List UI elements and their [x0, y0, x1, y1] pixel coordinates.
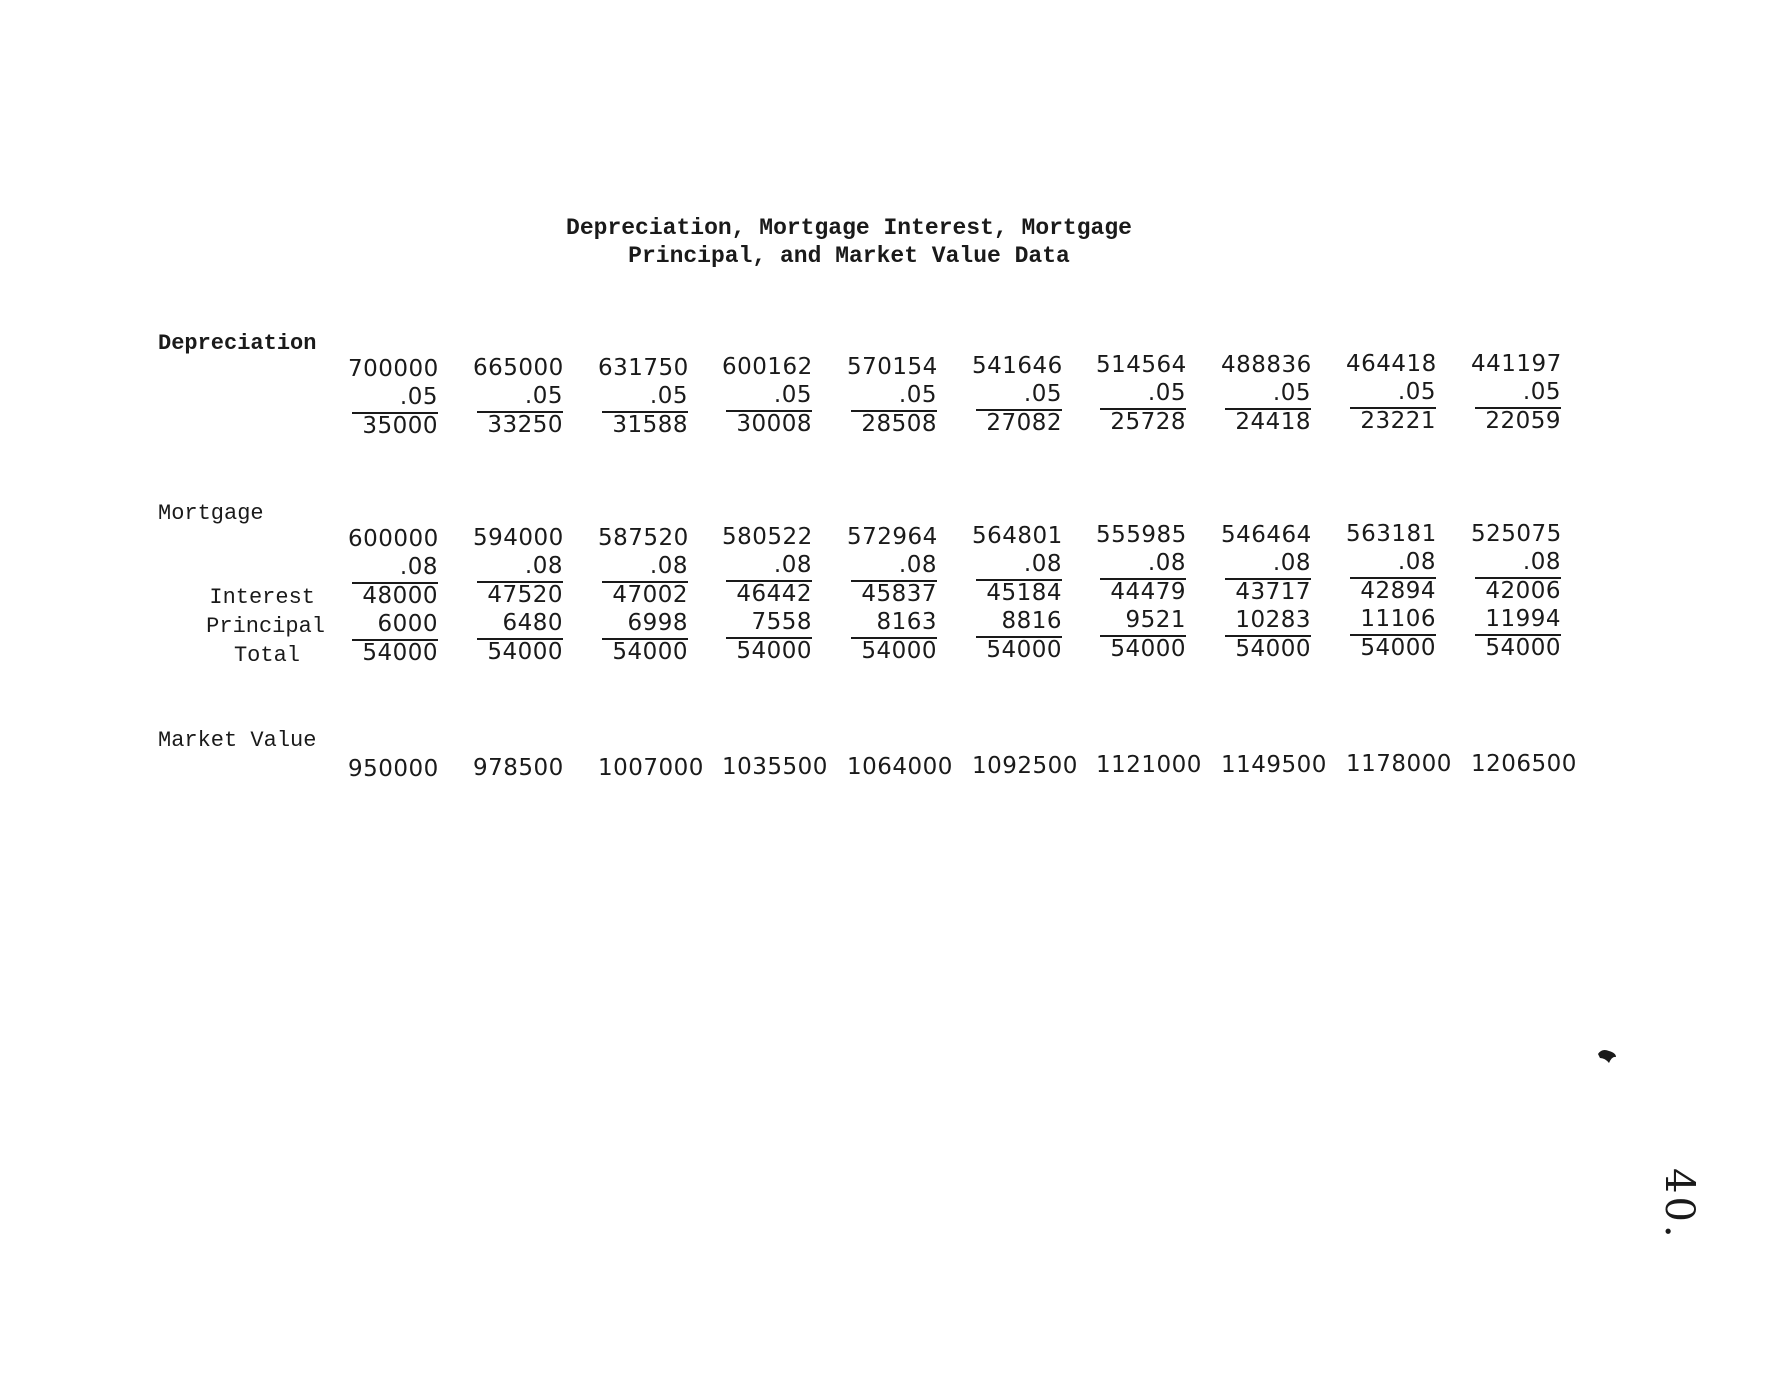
market-value: 978500 — [473, 755, 564, 782]
document-title-line-2: Principal, and Market Value Data — [628, 243, 1070, 269]
mortgage-rate: .08 — [898, 551, 937, 578]
depreciation-amount: 27082 — [986, 410, 1062, 436]
depreciation-rate: .05 — [524, 383, 563, 410]
principal-value: 10283 — [1235, 606, 1311, 633]
total-value: 54000 — [986, 637, 1062, 663]
principal-value: 6000 — [377, 611, 438, 637]
mortgage-balance: 572964 — [847, 523, 938, 550]
document-title-line-1: Depreciation, Mortgage Interest, Mortgage — [566, 215, 1132, 241]
depreciation-amount: 24418 — [1235, 408, 1311, 435]
mortgage-rate: .08 — [1522, 548, 1561, 575]
depreciation-amount: 35000 — [362, 413, 438, 439]
mortgage-rate: .08 — [1272, 549, 1311, 576]
market-value: 1121000 — [1096, 752, 1202, 779]
interest-value: 43717 — [1235, 578, 1311, 605]
interest-value: 47520 — [487, 582, 563, 609]
depreciation-rate: .05 — [1522, 378, 1561, 405]
market-value-label: Market Value — [158, 728, 317, 753]
mortgage-label: Mortgage — [158, 501, 264, 526]
depreciation-amount: 28508 — [861, 410, 937, 437]
mortgage-balance: 525075 — [1471, 520, 1562, 547]
principal-value: 11106 — [1360, 606, 1436, 633]
market-value: 1178000 — [1346, 751, 1452, 778]
mortgage-rate: .08 — [773, 552, 812, 579]
depreciation-amount: 33250 — [487, 412, 563, 439]
total-value: 54000 — [612, 638, 688, 665]
mortgage-balance: 587520 — [598, 524, 689, 551]
market-value: 1206500 — [1471, 750, 1577, 777]
mortgage-balance: 594000 — [473, 525, 564, 552]
mortgage-rate: .08 — [524, 553, 563, 580]
depreciation-base: 541646 — [972, 353, 1063, 379]
depreciation-rate: .05 — [649, 382, 688, 409]
total-value: 54000 — [487, 639, 563, 666]
mortgage-balance: 564801 — [972, 523, 1063, 549]
mortgage-balance: 555985 — [1096, 522, 1187, 549]
total-value: 54000 — [362, 640, 438, 666]
total-value: 54000 — [1485, 634, 1561, 661]
depreciation-amount: 30008 — [736, 411, 812, 438]
mortgage-balance: 580522 — [722, 524, 813, 551]
principal-value: 9521 — [1125, 607, 1186, 634]
interest-row-label: Interest — [209, 585, 315, 610]
interest-value: 45184 — [986, 580, 1062, 606]
depreciation-base: 488836 — [1221, 351, 1312, 378]
market-value: 1064000 — [847, 753, 953, 780]
principal-value: 11994 — [1485, 605, 1561, 632]
depreciation-amount: 23221 — [1360, 408, 1436, 435]
depreciation-base: 441197 — [1471, 350, 1562, 377]
principal-value: 6998 — [627, 609, 688, 636]
ink-mark — [1596, 1048, 1620, 1066]
interest-value: 44479 — [1110, 579, 1186, 606]
mortgage-rate: .08 — [1023, 551, 1062, 577]
depreciation-rate: .05 — [1397, 379, 1436, 406]
depreciation-rate: .05 — [1272, 379, 1311, 406]
mortgage-balance: 563181 — [1346, 521, 1437, 548]
principal-value: 6480 — [502, 610, 563, 637]
market-value: 950000 — [348, 756, 439, 782]
depreciation-label: Depreciation — [158, 331, 317, 356]
depreciation-base: 464418 — [1346, 351, 1437, 378]
market-value: 1035500 — [722, 754, 828, 781]
depreciation-amount: 31588 — [612, 411, 688, 438]
mortgage-rate: .08 — [649, 552, 688, 579]
mortgage-balance: 546464 — [1221, 521, 1312, 548]
total-value: 54000 — [1110, 636, 1186, 663]
interest-value: 46442 — [736, 581, 812, 608]
market-value: 1149500 — [1221, 751, 1327, 778]
principal-value: 8816 — [1001, 608, 1062, 634]
mortgage-rate: .08 — [399, 554, 438, 580]
depreciation-amount: 25728 — [1110, 409, 1186, 436]
interest-value: 47002 — [612, 581, 688, 608]
total-value: 54000 — [736, 638, 812, 665]
interest-value: 48000 — [362, 583, 438, 609]
total-value: 54000 — [861, 637, 937, 664]
interest-value: 42894 — [1360, 578, 1436, 605]
depreciation-base: 700000 — [348, 356, 439, 382]
market-value: 1007000 — [598, 754, 704, 781]
depreciation-base: 600162 — [722, 354, 813, 381]
principal-row-label: Principal — [206, 614, 325, 639]
depreciation-base: 570154 — [847, 353, 938, 380]
page-number: 40. — [1656, 1168, 1702, 1241]
depreciation-rate: .05 — [399, 384, 438, 410]
total-row-label: Total — [233, 643, 300, 668]
depreciation-rate: .05 — [898, 381, 937, 408]
total-value: 54000 — [1360, 635, 1436, 662]
interest-value: 45837 — [861, 580, 937, 607]
depreciation-amount: 22059 — [1485, 407, 1561, 434]
principal-value: 7558 — [751, 609, 812, 636]
depreciation-base: 514564 — [1096, 352, 1187, 379]
depreciation-rate: .05 — [773, 382, 812, 409]
depreciation-base: 631750 — [598, 354, 689, 381]
depreciation-rate: .05 — [1147, 380, 1186, 407]
mortgage-balance: 600000 — [348, 526, 439, 552]
depreciation-base: 665000 — [473, 355, 564, 382]
total-value: 54000 — [1235, 635, 1311, 662]
interest-value: 42006 — [1485, 577, 1561, 604]
mortgage-rate: .08 — [1397, 549, 1436, 576]
market-value: 1092500 — [972, 753, 1078, 779]
principal-value: 8163 — [876, 608, 937, 635]
mortgage-rate: .08 — [1147, 550, 1186, 577]
depreciation-rate: .05 — [1023, 381, 1062, 407]
